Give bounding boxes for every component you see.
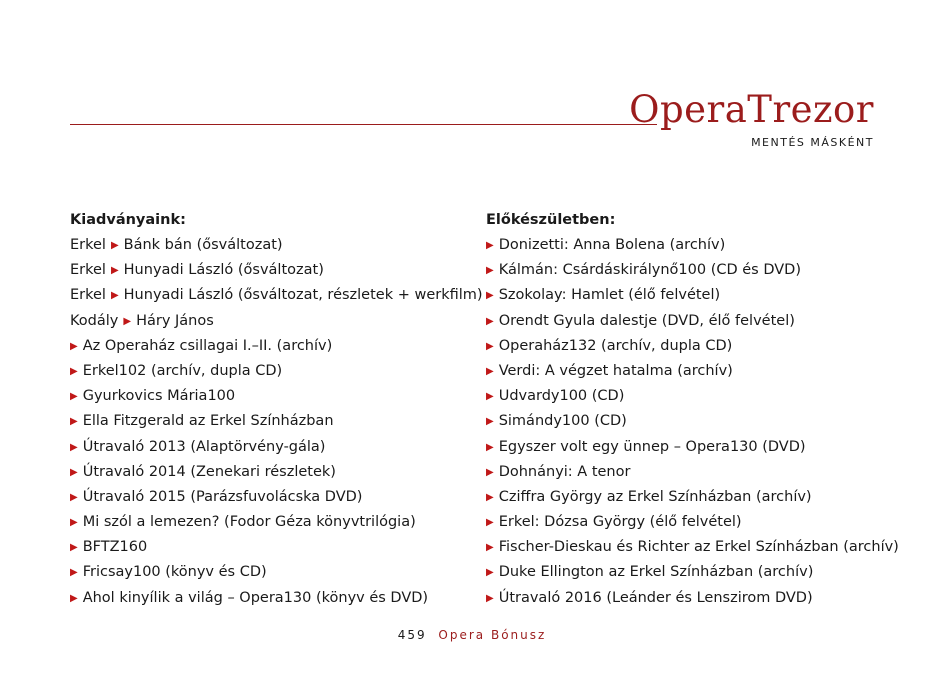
triangle-right-icon: ▶ <box>70 567 78 579</box>
list-item <box>70 283 483 308</box>
triangle-right-icon: ▶ <box>70 340 78 352</box>
list-item <box>70 485 470 510</box>
list-item-text: Erkel102 (archív, dupla CD) <box>82 362 283 379</box>
triangle-right-icon: ▶ <box>110 265 119 277</box>
list-item <box>486 485 886 510</box>
brand-subtitle: MENTÉS MÁSKÉNT <box>751 136 874 149</box>
list-item-text: Verdi: A végzet hatalma (archív) <box>498 362 733 379</box>
upcoming-heading: Előkészületben: <box>486 212 616 228</box>
list-item <box>486 560 886 585</box>
list-item <box>70 560 470 585</box>
list-item <box>486 435 886 460</box>
composer-prefix: Kodály <box>70 312 119 329</box>
triangle-right-icon: ▶ <box>123 315 132 327</box>
list-item <box>70 460 470 485</box>
header-rule <box>70 124 657 125</box>
list-item <box>486 586 886 611</box>
list-item-text: Kálmán: Csárdáskirálynő100 (CD és DVD) <box>498 262 802 279</box>
list-item-text: Egyszer volt egy ünnep – Opera130 (DVD) <box>498 438 806 455</box>
list-item <box>70 409 470 434</box>
triangle-right-icon: ▶ <box>486 240 494 251</box>
list-item-text: Útravaló 2014 (Zenekari részletek) <box>82 463 336 480</box>
triangle-right-icon: ▶ <box>486 491 494 503</box>
list-item-text: Cziffra György az Erkel Színházban (archív) <box>498 488 812 505</box>
list-item <box>486 510 886 535</box>
list-item <box>486 258 886 283</box>
triangle-right-icon: ▶ <box>70 441 78 453</box>
upcoming-entries <box>486 233 899 611</box>
published-heading: Kiadványaink: <box>70 212 186 228</box>
list-item <box>70 233 470 258</box>
list-item <box>486 460 886 485</box>
list-item-text: BFTZ160 <box>82 539 148 556</box>
list-item <box>486 535 899 560</box>
list-item-text: Donizetti: Anna Bolena (archív) <box>498 237 726 253</box>
triangle-right-icon: ▶ <box>486 391 494 403</box>
list-item-text: Mi szól a lemezen? (Fodor Géza könyvtrilógia) <box>82 514 416 531</box>
triangle-right-icon: ▶ <box>70 592 78 604</box>
list-item <box>70 435 470 460</box>
brand-block <box>629 88 874 149</box>
triangle-right-icon: ▶ <box>486 592 494 604</box>
triangle-right-icon: ▶ <box>70 491 78 503</box>
list-item <box>70 359 470 384</box>
list-item <box>486 283 886 308</box>
triangle-right-icon: ▶ <box>486 542 494 554</box>
list-item-text: Útravaló 2016 (Leánder és Lenszirom DVD) <box>498 589 813 606</box>
list-item-text: Útravaló 2015 (Parázsfuvolácska DVD) <box>82 488 363 505</box>
triangle-right-icon: ▶ <box>70 466 78 478</box>
page-number: 459 <box>397 628 427 642</box>
list-item-text: Ahol kinyílik a világ – Opera130 (könyv és DVD) <box>82 589 429 606</box>
list-item-text: Operaház132 (archív, dupla CD) <box>498 337 733 354</box>
triangle-right-icon: ▶ <box>486 340 494 352</box>
triangle-right-icon: ▶ <box>70 391 78 403</box>
list-item-text: Bánk bán (ősváltozat) <box>123 237 283 253</box>
list-item <box>486 233 886 258</box>
list-item <box>70 535 470 560</box>
list-item-text: Hunyadi László (ősváltozat, részletek + werkfilm) <box>123 287 483 304</box>
list-item <box>70 510 470 535</box>
list-item-text: Szokolay: Hamlet (élő felvétel) <box>498 287 721 304</box>
list-item <box>486 309 886 334</box>
footer-section: Opera Bónusz <box>438 628 547 642</box>
list-item-text: Erkel: Dózsa György (élő felvétel) <box>498 514 742 531</box>
list-item-text: Simándy100 (CD) <box>498 413 627 430</box>
list-item-text: Dohnányi: A tenor <box>498 463 631 480</box>
list-item-text: Útravaló 2013 (Alaptörvény-gála) <box>82 438 326 455</box>
list-item-text: Orendt Gyula dalestje (DVD, élő felvétel) <box>498 312 795 329</box>
published-entries <box>70 233 483 611</box>
list-item-text: Fricsay100 (könyv és CD) <box>82 564 267 581</box>
list-item-text: Ella Fitzgerald az Erkel Színházban <box>82 413 334 430</box>
list-item-text: Duke Ellington az Erkel Színházban (archív) <box>498 564 814 581</box>
triangle-right-icon: ▶ <box>486 315 494 327</box>
triangle-right-icon: ▶ <box>70 416 78 428</box>
list-item <box>486 384 886 409</box>
triangle-right-icon: ▶ <box>486 567 494 579</box>
list-item-text: Udvardy100 (CD) <box>498 388 625 405</box>
list-item-text: Gyurkovics Mária100 <box>82 388 236 405</box>
triangle-right-icon: ▶ <box>486 365 494 377</box>
list-item <box>70 586 470 611</box>
triangle-right-icon: ▶ <box>486 416 494 428</box>
composer-prefix: Erkel <box>70 262 106 279</box>
composer-prefix: Erkel <box>70 287 106 304</box>
brand-title: OperaTrezor <box>629 88 874 131</box>
list-item <box>70 309 470 334</box>
list-item-text: Fischer-Dieskau és Richter az Erkel Színházban (archív) <box>498 539 899 556</box>
list-item <box>70 384 470 409</box>
triangle-right-icon: ▶ <box>486 466 494 478</box>
list-item-text: Az Operaház csillagai I.–II. (archív) <box>82 337 333 354</box>
list-item <box>486 359 886 384</box>
triangle-right-icon: ▶ <box>70 517 78 529</box>
published-list <box>70 208 483 611</box>
list-item <box>486 409 886 434</box>
list-item <box>70 258 470 283</box>
upcoming-list <box>486 208 899 611</box>
triangle-right-icon: ▶ <box>110 290 119 302</box>
triangle-right-icon: ▶ <box>70 542 78 554</box>
triangle-right-icon: ▶ <box>486 517 494 529</box>
list-item-text: Hunyadi László (ősváltozat) <box>123 262 324 279</box>
triangle-right-icon: ▶ <box>486 441 494 453</box>
triangle-right-icon: ▶ <box>486 290 494 302</box>
triangle-right-icon: ▶ <box>70 365 78 377</box>
list-item-text: Háry János <box>136 312 214 329</box>
list-item <box>70 334 470 359</box>
page-footer <box>0 628 944 642</box>
composer-prefix: Erkel <box>70 237 106 253</box>
triangle-right-icon: ▶ <box>110 240 119 251</box>
list-item <box>486 334 886 359</box>
triangle-right-icon: ▶ <box>486 265 494 277</box>
